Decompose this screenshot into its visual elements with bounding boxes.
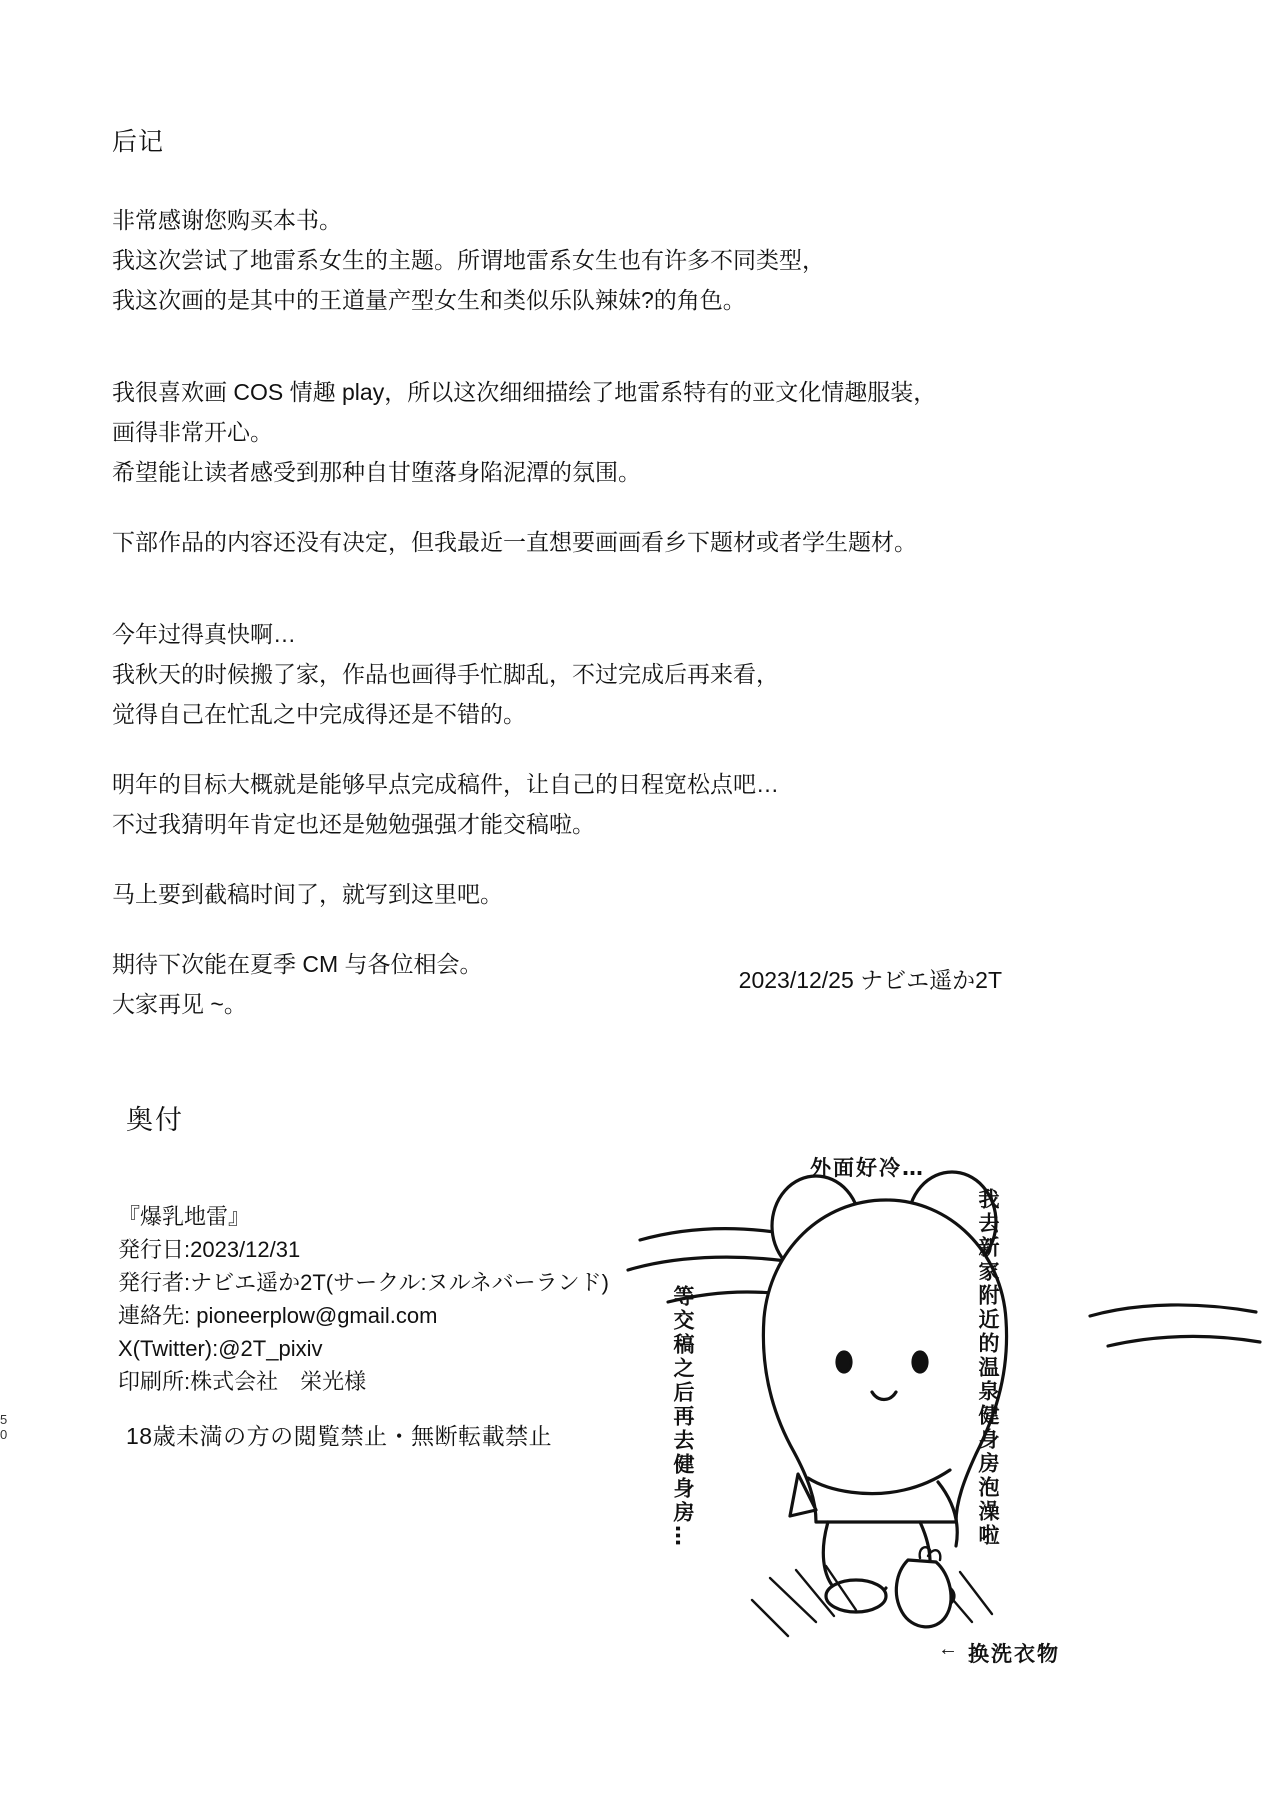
afterword-line: 下部作品的内容还没有决定，但我最近一直想要画画看乡下题材或者学生题材。: [112, 529, 917, 555]
afterword-line: 画得非常开心。: [112, 419, 273, 445]
afterword-line: 马上要到截稿时间了，就写到这里吧。: [112, 881, 503, 907]
paragraph-spacer: [112, 350, 1112, 372]
colophon-publisher: 発行者:ナビエ遥か2T(サークル:ヌルネバーランド): [118, 1270, 610, 1295]
afterword-line: 不过我猜明年肯定也还是勉勉强强才能交稿啦。: [112, 811, 595, 837]
afterword-paragraph: [112, 764, 1112, 844]
colophon-publish-date: 発行日:2023/12/31: [118, 1237, 301, 1262]
afterword-signature: 2023/12/25 ナビエ遥か2T: [738, 967, 1002, 993]
page-number-digit-2: 0: [0, 1427, 8, 1442]
caption-gym: 等交稿之后再去健身房…: [671, 1285, 695, 1549]
colophon-details: [118, 1200, 609, 1398]
afterword-paragraph: [112, 200, 1112, 320]
afterword-paragraph: [112, 522, 1112, 562]
afterword-line: 大家再见 ~。: [112, 991, 247, 1017]
page-number-digit-1: 5: [0, 1412, 8, 1427]
afterword-paragraph: [112, 372, 1112, 492]
caption-onsen: 我去新家附近的温泉健身房泡澡啦: [976, 1188, 1000, 1548]
paragraph-spacer: [112, 592, 1112, 614]
caption-cold: 外面好冷…: [810, 1156, 925, 1180]
afterword-paragraph: [112, 614, 1112, 734]
afterword-line: 我很喜欢画 COS 情趣 play，所以这次细细描绘了地雷系特有的亚文化情趣服装，: [112, 379, 937, 405]
afterword-line: 我秋天的时候搬了家，作品也画得手忙脚乱，不过完成后再来看，: [112, 661, 779, 687]
colophon-twitter-handle[interactable]: X(Twitter):@2T_pixiv: [118, 1336, 323, 1361]
colophon-heading: 奥付: [126, 1105, 184, 1135]
afterword-paragraph: [112, 874, 1112, 914]
afterword-heading: 后记: [112, 128, 165, 156]
caption-laundry: 换洗衣物: [968, 1642, 1060, 1666]
mascot-illustration: [620, 1130, 1280, 1800]
colophon-contact-email[interactable]: 連絡先: pioneerplow@gmail.com: [118, 1303, 438, 1328]
afterword-line: 今年过得真快啊…: [112, 621, 296, 647]
afterword-body: [112, 200, 1112, 1054]
afterword-line: 非常感谢您购买本书。: [112, 207, 342, 233]
colophon-title: 『爆乳地雷』: [118, 1204, 251, 1229]
afterword-line: 觉得自己在忙乱之中完成得还是不错的。: [112, 701, 526, 727]
afterword-line: 明年的目标大概就是能够早点完成稿件，让自己的日程宽松点吧…: [112, 771, 779, 797]
mascot-drawing: [620, 1130, 1280, 1800]
colophon-printer: 印刷所:株式会社 栄光様: [118, 1369, 367, 1394]
afterword-line: 我这次尝试了地雷系女生的主题。所谓地雷系女生也有许多不同类型，: [112, 247, 825, 273]
arrow-icon: ←: [938, 1638, 958, 1660]
page-number: [0, 1412, 14, 1442]
afterword-line: 我这次画的是其中的王道量产型女生和类似乐队辣妹?的角色。: [112, 287, 746, 313]
afterword-line: 希望能让读者感受到那种自甘堕落身陷泥潭的氛围。: [112, 459, 641, 485]
age-restriction-notice: 18歳未満の方の閲覧禁止・無断転載禁止: [126, 1423, 553, 1449]
afterword-line: 期待下次能在夏季 CM 与各位相会。: [112, 951, 483, 977]
